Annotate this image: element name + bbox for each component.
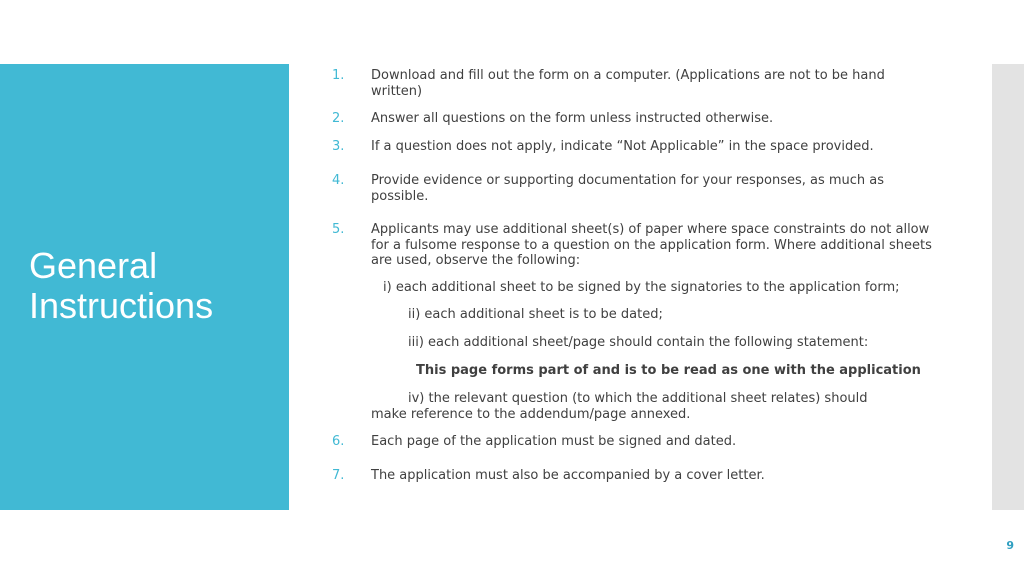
sub-item-iii: iii) each additional sheet/page should contain the following statement: [408,335,869,350]
list-item-text: Answer all questions on the form unless instructed otherwise. [371,111,774,126]
sub-item-iv-continued: make reference to the addendum/page annexed. [371,406,691,422]
right-side-strip [992,64,1024,510]
list-item-text: possible. [371,188,429,204]
list-item-text: Provide evidence or supporting documentation for your responses, as much as [371,173,885,188]
slide-title-line-2: Instructions [29,285,214,326]
list-item-text: Applicants may use additional sheet(s) of paper where space constraints do not allow [371,222,930,237]
list-item-text: Download and fill out the form on a computer. (Applications are not to be hand [371,68,885,83]
list-item-text: If a question does not apply, indicate “Not Applicable” in the space provided. [371,139,874,154]
list-item-text: for a fulsome response to a question on the application form. Where additional sheets [371,237,932,253]
sub-item-ii: ii) each additional sheet is to be dated; [408,307,663,322]
list-item-number: 6. [332,434,345,449]
list-item-number: 5. [332,222,345,237]
sub-item-i: i) each additional sheet to be signed by the signatories to the application form; [383,280,900,295]
list-item-number: 2. [332,111,345,126]
page-number: 9 [1006,539,1014,552]
list-item-text: Each page of the application must be signed and dated. [371,434,737,449]
list-item-text: are used, observe the following: [371,253,581,268]
list-item-text: The application must also be accompanied by a cover letter. [371,468,765,483]
list-item-number: 7. [332,468,345,483]
list-item-number: 4. [332,173,345,188]
list-item-number: 1. [332,68,345,83]
sub-item-iv: iv) the relevant question (to which the additional sheet relates) should [408,391,868,406]
list-item-text: written) [371,83,423,99]
list-item-number: 3. [332,139,345,154]
slide-title-line-1: General [29,245,158,286]
required-statement: This page forms part of and is to be read as one with the application [416,363,921,378]
